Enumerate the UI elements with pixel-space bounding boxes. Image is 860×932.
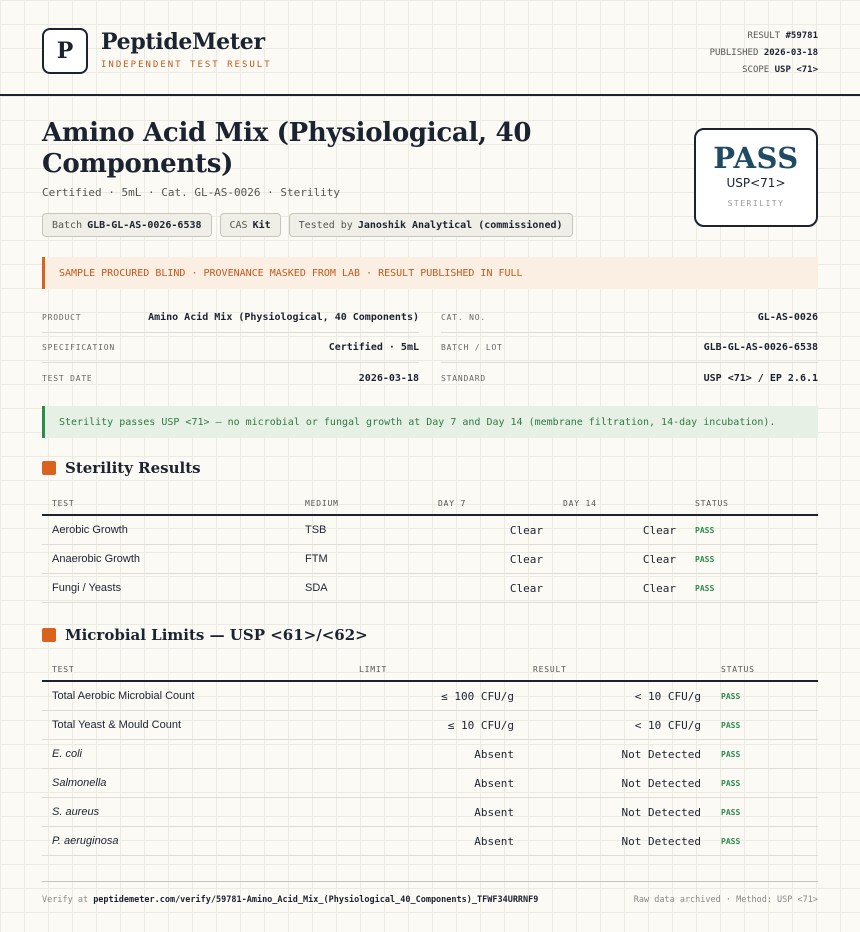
tested-by-chip: Tested by Janoshik Analytical (commissioned) bbox=[289, 213, 573, 237]
section-square-icon bbox=[42, 628, 56, 642]
status-badge: PASS bbox=[721, 721, 741, 730]
status-badge: PASS bbox=[721, 779, 741, 788]
microbial-table bbox=[42, 658, 818, 856]
status-badge: PASS bbox=[721, 808, 741, 817]
info-left bbox=[42, 303, 419, 393]
status-badge: PASS bbox=[721, 837, 741, 846]
status-badge: PASS bbox=[695, 555, 715, 564]
table-row: S. aureus Absent Not Detected PASS bbox=[42, 798, 818, 827]
status-badge: PASS bbox=[721, 750, 741, 759]
microbial-section-title: Microbial Limits — USP <61>/<62> bbox=[42, 626, 368, 644]
table-row: Total Yeast & Mould Count ≤ 10 CFU/g < 10 CFU/g PASS bbox=[42, 711, 818, 740]
pass-scope: STERILITY bbox=[727, 199, 785, 208]
brand-name: PeptideMeter bbox=[101, 29, 265, 55]
section-square-icon bbox=[42, 461, 56, 475]
pass-word: PASS bbox=[713, 141, 799, 175]
product-chips bbox=[42, 213, 573, 237]
verify-line: Verify at peptidemeter.com/verify/59781-Amino_Acid_Mix_(Physiological_40_Components)_TFWF34URRNF9 bbox=[42, 895, 539, 905]
pass-badge bbox=[694, 128, 818, 227]
pass-standard: USP<71> bbox=[726, 176, 786, 190]
scope: SCOPE USP <71> bbox=[742, 65, 818, 75]
procurement-notice: SAMPLE PROCURED BLIND · PROVENANCE MASKED FROM LAB · RESULT PUBLISHED IN FULL bbox=[42, 257, 818, 289]
published-date: PUBLISHED 2026-03-18 bbox=[709, 48, 818, 58]
status-badge: PASS bbox=[695, 526, 715, 535]
brand-tagline: INDEPENDENT TEST RESULT bbox=[101, 60, 272, 70]
batch-chip: Batch GLB-GL-AS-0026-6538 bbox=[42, 213, 212, 237]
info-row-specification: SPECIFICATION Certified · 5mL bbox=[42, 333, 419, 363]
info-right bbox=[441, 303, 818, 393]
report-meta bbox=[710, 28, 818, 79]
footer-method: Raw data archived · Method: USP <71> bbox=[633, 895, 818, 905]
status-badge: PASS bbox=[721, 692, 741, 701]
table-row: P. aeruginosa Absent Not Detected PASS bbox=[42, 827, 818, 856]
info-row-product: PRODUCT Amino Acid Mix (Physiological, 40 Components) bbox=[42, 303, 419, 333]
table-row: Salmonella Absent Not Detected PASS bbox=[42, 769, 818, 798]
brand-logo-icon: P bbox=[42, 28, 88, 74]
report-footer bbox=[42, 881, 818, 905]
table-row: Aerobic Growth TSB Clear Clear PASS bbox=[42, 516, 818, 545]
table-row: E. coli Absent Not Detected PASS bbox=[42, 740, 818, 769]
table-header: TEST MEDIUM DAY 7 DAY 14 STATUS bbox=[42, 492, 818, 516]
cas-chip: CAS Kit bbox=[220, 213, 281, 237]
product-subline: Certified · 5mL · Cat. GL-AS-0026 · Sterility bbox=[42, 186, 341, 199]
info-row-test-date: TEST DATE 2026-03-18 bbox=[42, 372, 419, 384]
table-header: TEST LIMIT RESULT STATUS bbox=[42, 658, 818, 682]
info-row-batch: BATCH / LOT GLB-GL-AS-0026-6538 bbox=[441, 333, 818, 363]
status-badge: PASS bbox=[695, 584, 715, 593]
info-row-standard: STANDARD USP <71> / EP 2.6.1 bbox=[441, 372, 818, 384]
table-row: Fungi / Yeasts SDA Clear Clear PASS bbox=[42, 574, 818, 603]
sterility-section-title: Sterility Results bbox=[42, 459, 201, 477]
info-row-cat-no: CAT. NO. GL-AS-0026 bbox=[441, 303, 818, 333]
result-id: RESULT #59781 bbox=[747, 31, 818, 41]
report-header bbox=[0, 0, 860, 96]
table-row: Total Aerobic Microbial Count ≤ 100 CFU/g < 10 CFU/g PASS bbox=[42, 682, 818, 711]
verdict-banner: Sterility passes USP <71> — no microbial or fungal growth at Day 7 and Day 14 (membrane filtration, 14-day incubation). bbox=[42, 406, 818, 438]
product-title: Amino Acid Mix (Physiological, 40 Components) bbox=[42, 118, 532, 179]
sterility-table bbox=[42, 492, 818, 603]
verify-link[interactable]: peptidemeter.com/verify/59781-Amino_Acid_Mix_(Physiological_40_Components)_TFWF34URRNF9 bbox=[93, 895, 539, 905]
table-row: Anaerobic Growth FTM Clear Clear PASS bbox=[42, 545, 818, 574]
